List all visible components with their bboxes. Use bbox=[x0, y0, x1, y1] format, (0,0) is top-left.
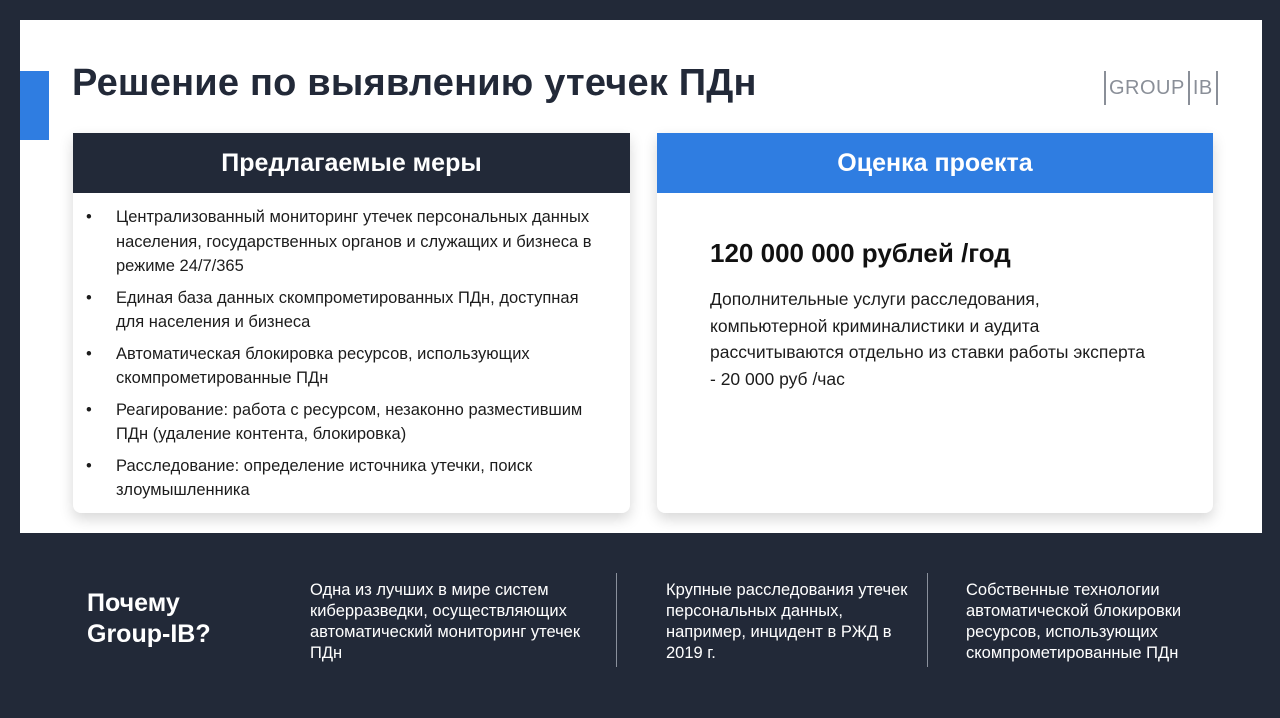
estimate-header: Оценка проекта bbox=[657, 133, 1213, 193]
estimate-card bbox=[657, 133, 1213, 513]
logo-suffix: IB bbox=[1192, 76, 1213, 99]
divider bbox=[927, 573, 928, 667]
measure-item bbox=[73, 398, 610, 447]
extra-services-note: Дополнительные услуги расследования, компьютерной криминалистики и аудита рассчитываются отдельно из ставки работы эксперта - 20 000 руб /час bbox=[710, 289, 1145, 389]
bullet: • bbox=[86, 344, 92, 363]
bullet: • bbox=[86, 288, 92, 307]
why-heading-line1: Почему bbox=[87, 589, 180, 617]
logo-text: GROUP bbox=[1109, 76, 1185, 99]
page-title: Решение по выявлению утечек ПДн bbox=[72, 62, 757, 104]
fact-blocking-technology: Собственные технологии автоматической блокировки ресурсов, использующих скомпрометированные ПДн bbox=[966, 581, 1182, 662]
divider bbox=[616, 573, 617, 667]
fact-cyber-intelligence: Одна из лучших в мире систем киберразведки, осуществляющих автоматический мониторинг утечек ПДн bbox=[310, 581, 581, 662]
bullet: • bbox=[86, 456, 92, 475]
measure-text: Реагирование: работа с ресурсом, незаконно разместившим ПДн (удаление контента, блокировка) bbox=[116, 400, 583, 443]
measure-text: Единая база данных скомпрометированных ПДн, доступная для населения и бизнеса bbox=[116, 288, 579, 331]
measures-header: Предлагаемые меры bbox=[73, 133, 630, 193]
measures-list bbox=[73, 193, 630, 503]
fact-investigations: Крупные расследования утечек персональных данных, например, инцидент в РЖД в 2019 г. bbox=[666, 581, 908, 662]
group-ib-logo bbox=[1104, 71, 1218, 105]
measures-card bbox=[73, 133, 630, 513]
measure-item bbox=[73, 205, 610, 279]
measure-item bbox=[73, 454, 610, 503]
measure-text: Расследование: определение источника утечки, поиск злоумышленника bbox=[116, 456, 533, 499]
why-group-ib-heading bbox=[87, 588, 211, 650]
bullet: • bbox=[86, 400, 92, 419]
measure-text: Централизованный мониторинг утечек персональных данных населения, государственных органов и служащих и бизнеса в режиме 24/7/365 bbox=[116, 208, 592, 275]
measure-item bbox=[73, 342, 610, 391]
measure-text: Автоматическая блокировка ресурсов, использующих скомпрометированные ПДн bbox=[116, 344, 530, 387]
accent-bar bbox=[20, 71, 49, 140]
bullet: • bbox=[86, 208, 92, 226]
project-price: 120 000 000 рублей /год bbox=[710, 238, 1011, 268]
why-heading-line2: Group-IB? bbox=[87, 620, 211, 648]
logo-bar-right bbox=[1216, 71, 1218, 105]
measure-item bbox=[73, 286, 610, 335]
